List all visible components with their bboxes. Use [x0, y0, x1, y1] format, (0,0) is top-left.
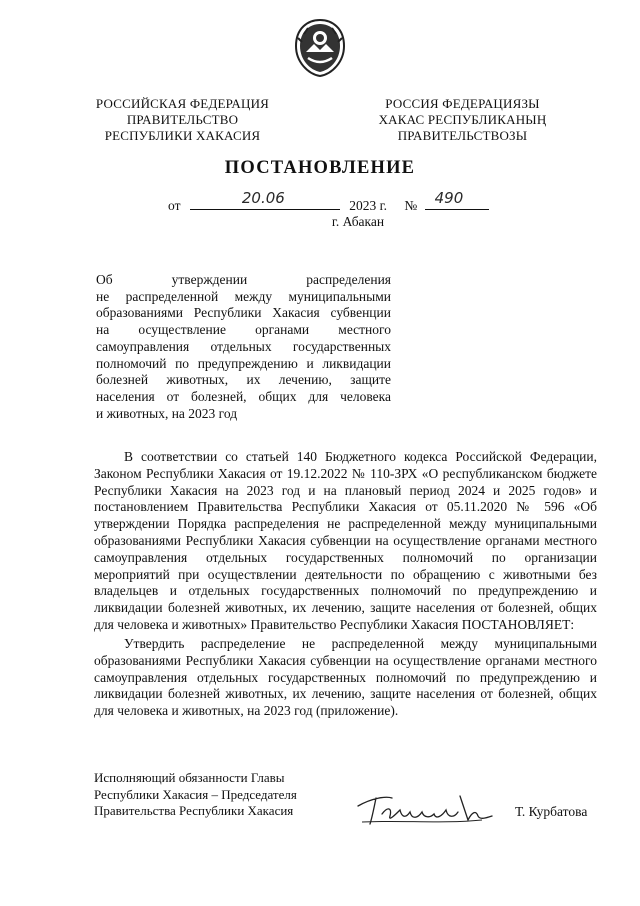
body-paragraph-1: В соответствии со статьей 140 Бюджетного кодекса Российской Федерации, Законом Республики Хакасия от 19.12.2022 № 110-ЗРХ «О республиканском бюджете Республики Хакасия на 2023 год и на плановый период 2024 и 2025 годов» и постановлением Правительства Республики Хакасия от 05.11.2020 № 596 «Об утверждении Порядка распределения не распределенной между муниципальными образованиями Республики Хакасия субвенции на осуществление органами местного самоуправления отдельных государственных полномочий по организации мероприятий при осуществлении деятельности по обращению с животными без владельцев и отдельных государственных полномочий по предупреждению и ликвидации болезней животных, их лечению, защите населения от болезней, общих для человека и животных» Правительство Республики Хакасия ПОСТАНОВЛЯЕТ:	[94, 449, 597, 632]
date-field	[190, 189, 340, 210]
subject-line: полномочий по предупреждению и ликвидации	[96, 355, 391, 371]
signer-name: Т. Курбатова	[515, 804, 588, 819]
subject-line: не распределенной между муниципальными	[96, 288, 391, 304]
header-right-line: РОССИЯ ФЕДЕРАЦИЯЗЫ	[385, 96, 540, 111]
subject-line: и животных, на 2023 год	[96, 405, 238, 421]
handwritten-signature	[352, 784, 502, 832]
city-label: г. Абакан	[331, 214, 385, 229]
header-left-line: ПРАВИТЕЛЬСТВО	[126, 112, 239, 127]
signature-title-line: Республики Хакасия – Председателя	[94, 786, 297, 802]
body-paragraph-2: Утвердить распределение не распределенной между муниципальными образованиями Республики Хакасия субвенции на осуществление органами местного самоуправления отдельных государственных полномочий по предупреждению и ликвидации болезней животных, их лечению, защите населения от болезней, общих для человека и животных, на 2023 год (приложение).	[94, 636, 597, 719]
signature-title-line: Исполняющий обязанности Главы	[94, 770, 285, 785]
subject-block	[96, 272, 391, 422]
signature-title	[94, 770, 297, 820]
subject-line: населения от болезней, общих для человека	[96, 388, 391, 404]
header-right-line: ПРАВИТЕЛЬСТВОЗЫ	[397, 128, 528, 143]
number-field	[425, 189, 489, 210]
date-number-row	[168, 189, 489, 215]
document-title: ПОСТАНОВЛЕНИЕ	[224, 158, 416, 178]
subject-line: Об утверждении распределения	[96, 272, 391, 287]
header-left-line: РЕСПУБЛИКИ ХАКАСИЯ	[104, 128, 261, 143]
year-label: 2023 г.	[349, 198, 387, 213]
number-value: 490	[434, 189, 464, 207]
coat-of-arms-icon	[292, 18, 348, 78]
subject-line: болезней животных, их лечению, защите	[96, 372, 391, 388]
header-left	[90, 96, 275, 144]
subject-line: самоуправления отдельных государственных	[96, 338, 391, 354]
subject-line: на осуществление органами местного	[96, 322, 391, 338]
date-value: 20.06	[241, 189, 285, 207]
header-right	[370, 96, 555, 144]
date-prefix: от	[168, 198, 181, 213]
subject-line: образованиями Республики Хакасия субвенции	[96, 305, 391, 321]
header-right-line: ХАКАС РЕСПУБЛИКАНЫҢ	[378, 112, 547, 127]
header-left-line: РОССИЙСКАЯ ФЕДЕРАЦИЯ	[95, 96, 270, 111]
signature-title-line: Правительства Республики Хакасия	[94, 803, 294, 818]
number-prefix: №	[404, 198, 418, 213]
